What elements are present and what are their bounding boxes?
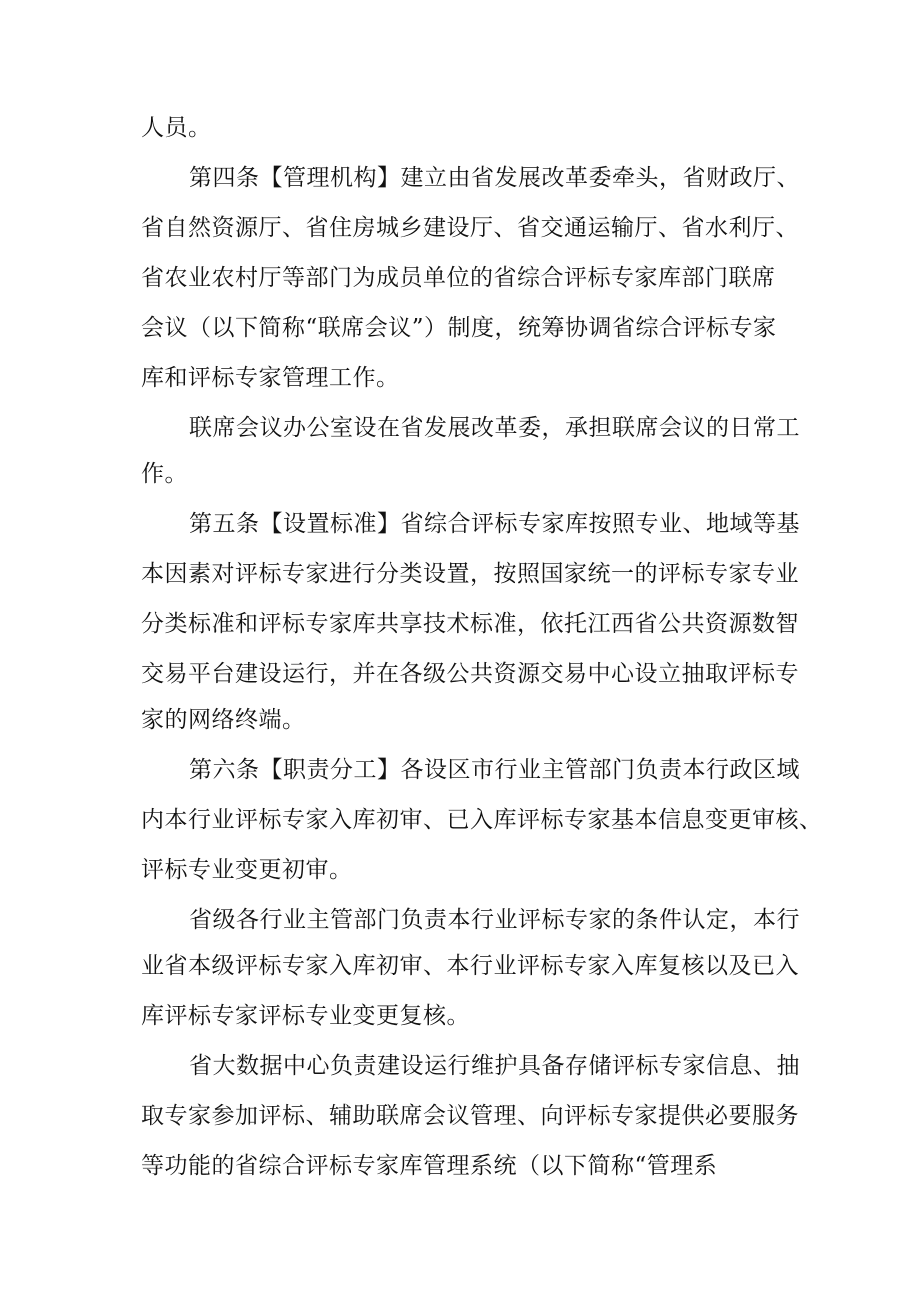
text-line: 业省本级评标专家入库初审、本行业评标专家入库复核以及已入 xyxy=(141,953,799,979)
text-line: 本因素对评标专家进行分类设置，按照国家统一的评标专家专业 xyxy=(141,561,799,587)
text-line: 库评标专家评标专业变更复核。 xyxy=(141,1003,470,1029)
text-line: 作。 xyxy=(141,461,188,487)
text-line: 库和评标专家管理工作。 xyxy=(141,365,400,391)
text-line: 分类标准和评标专家库共享技术标准，依托江西省公共资源数智 xyxy=(141,611,799,637)
text-line: 省大数据中心负责建设运行维护具备存储评标专家信息、抽 xyxy=(189,1053,800,1079)
text-line: 等功能的省综合评标专家库管理系统（以下简称“管理系 xyxy=(141,1153,718,1179)
text-line: 取专家参加评标、辅助联席会议管理、向评标专家提供必要服务 xyxy=(141,1103,799,1129)
text-line: 第六条【职责分工】各设区市行业主管部门负责本行政区域 xyxy=(189,757,800,783)
text-line: 评标专业变更初审。 xyxy=(141,857,353,883)
text-line: 人员。 xyxy=(141,115,212,141)
text-line: 家的网络终端。 xyxy=(141,707,306,733)
text-line: 第四条【管理机构】建立由省发展改革委牵头，省财政厅、 xyxy=(189,165,800,191)
text-line: 内本行业评标专家入库初审、已入库评标专家基本信息变更审核、 xyxy=(141,807,823,833)
text-line: 会议（以下简称“联席会议”）制度，统筹协调省综合评标专家 xyxy=(141,315,777,341)
text-line: 第五条【设置标准】省综合评标专家库按照专业、地域等基 xyxy=(189,511,800,537)
text-line: 省级各行业主管部门负责本行业评标专家的条件认定，本行 xyxy=(189,907,800,933)
text-line: 省农业农村厅等部门为成员单位的省综合评标专家库部门联席 xyxy=(141,265,776,291)
text-line: 交易平台建设运行，并在各级公共资源交易中心设立抽取评标专 xyxy=(141,661,799,687)
text-line: 省自然资源厅、省住房城乡建设厅、省交通运输厅、省水利厅、 xyxy=(141,215,799,241)
text-line: 联席会议办公室设在省发展改革委，承担联席会议的日常工 xyxy=(189,415,800,441)
